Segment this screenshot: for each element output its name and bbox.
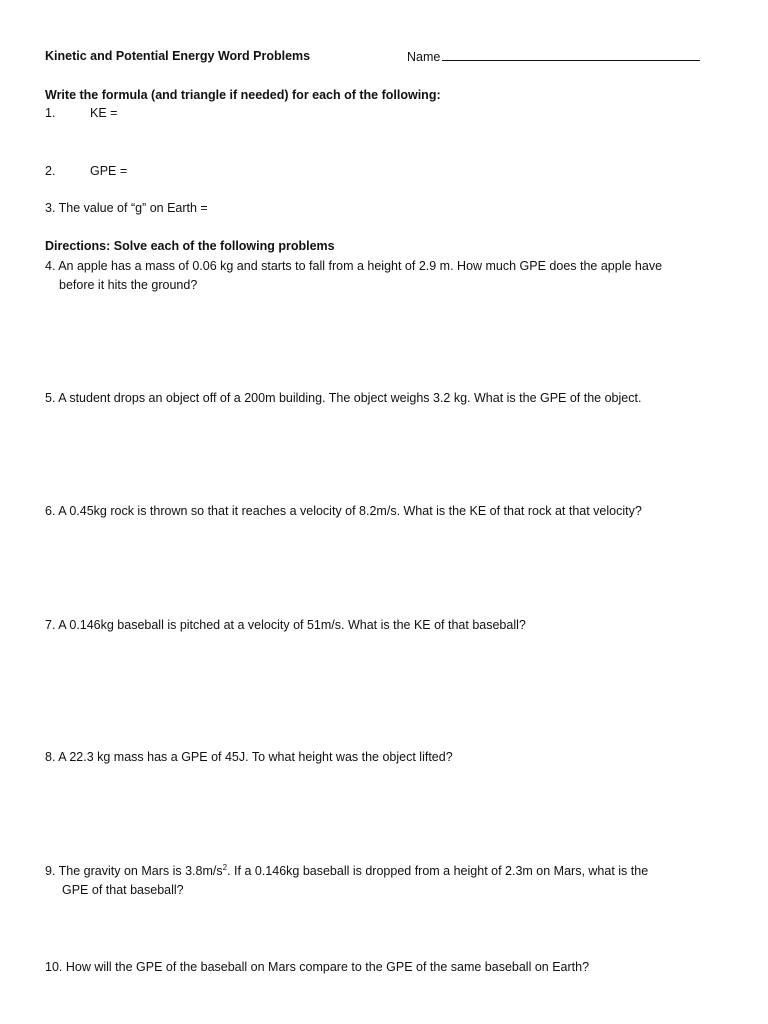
- problem-9-superscript: 2: [222, 862, 228, 872]
- formula-item-ke: [45, 105, 117, 121]
- problem-4-line-1: 4. An apple has a mass of 0.06 kg and starts to fall from a height of 2.9 m. How much GPE does the apple have: [45, 259, 663, 273]
- problem-9-text-a: 9. The gravity on Mars is 3.8m/s: [45, 864, 223, 878]
- problem-9-line-2: GPE of that baseball?: [62, 883, 184, 897]
- name-label: Name: [407, 50, 441, 64]
- g-value-question: 3. The value of “g” on Earth =: [45, 201, 208, 215]
- name-field: [407, 48, 700, 65]
- problem-4-line-2: before it hits the ground?: [59, 278, 198, 292]
- worksheet-title: Kinetic and Potential Energy Word Problems: [45, 49, 311, 63]
- formula-item-gpe: [45, 163, 127, 179]
- formula-instruction: Write the formula (and triangle if needed) for each of the following:: [45, 88, 441, 102]
- problem-9-line-1: [45, 863, 648, 879]
- problem-8: 8. A 22.3 kg mass has a GPE of 45J. To what height was the object lifted?: [45, 750, 453, 764]
- directions-heading: Directions: Solve each of the following problems: [45, 239, 335, 253]
- formula-item-number: 1.: [45, 106, 56, 120]
- problem-5: 5. A student drops an object off of a 200m building. The object weighs 3.2 kg. What is the GPE of the object.: [45, 391, 642, 405]
- formula-item-number: 2.: [45, 164, 56, 178]
- problem-7: 7. A 0.146kg baseball is pitched at a velocity of 51m/s. What is the KE of that baseball?: [45, 618, 526, 632]
- problem-10: 10. How will the GPE of the baseball on Mars compare to the GPE of the same baseball on Earth?: [45, 960, 590, 974]
- problem-6: 6. A 0.45kg rock is thrown so that it reaches a velocity of 8.2m/s. What is the KE of that rock at that velocity?: [45, 504, 642, 518]
- problem-9-text-b: . If a 0.146kg baseball is dropped from a height of 2.3m on Mars, what is the: [227, 864, 649, 878]
- name-blank-line: [442, 48, 700, 61]
- formula-item-label: KE =: [90, 106, 118, 120]
- formula-item-label: GPE =: [90, 164, 128, 178]
